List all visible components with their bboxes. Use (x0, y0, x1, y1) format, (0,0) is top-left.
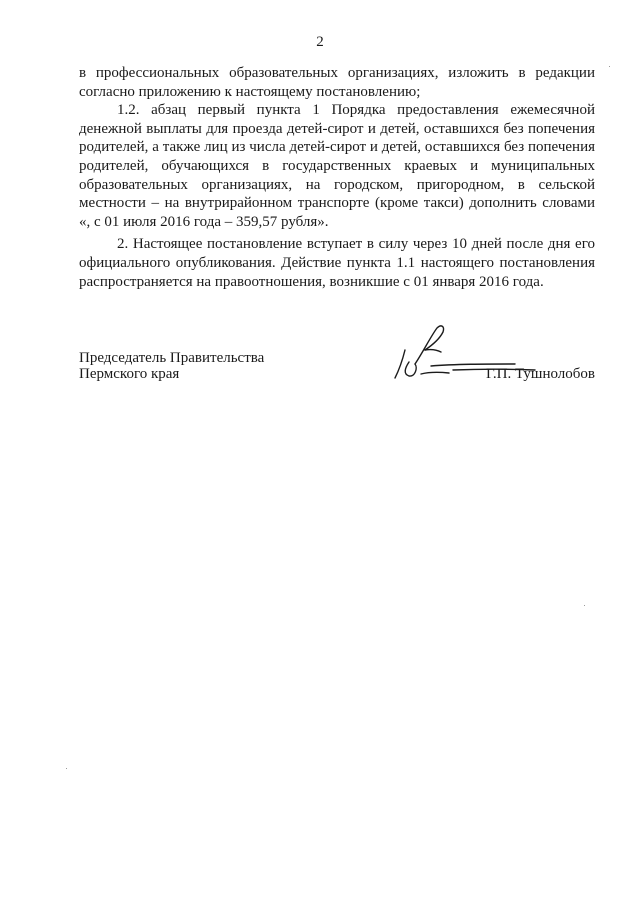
paragraph-item-1-2: 1.2. абзац первый пункта 1 Порядка предоставления ежемесячной денежной выплаты для проезда детей-сирот и детей, оставшихся без попечения родителей, а также лиц из числа детей-сирот и детей, оставшихся без попечения родителей, обучающихся в государственных краевых и муниципальных образовательных организациях, на городском, пригородном, в сельской местности – на внутрирайонном транспорте (кроме такси) дополнить словами «, с 01 июля 2016 года – 359,57 рубля». (79, 102, 595, 230)
document-body (79, 64, 595, 291)
scan-speck (584, 605, 585, 606)
scan-speck (609, 66, 610, 67)
paragraph-continuation: в профессиональных образовательных организациях, изложить в редакции согласно приложению к настоящему постановлению; (79, 65, 595, 100)
signatory-name: Г.П. Тушнолобов (485, 366, 595, 382)
paragraph-item-2: 2. Настоящее постановление вступает в силу через 10 дней после дня его официального опубликования. Действие пункта 1.1 настоящего постановления распространяется на правоотношения, возникшие с 01 января 2016 года. (79, 236, 595, 290)
signature-block (79, 350, 595, 390)
signatory-title: Председатель Правительства Пермского края (79, 350, 265, 382)
scan-speck (66, 768, 67, 769)
page-number: 2 (316, 34, 324, 50)
